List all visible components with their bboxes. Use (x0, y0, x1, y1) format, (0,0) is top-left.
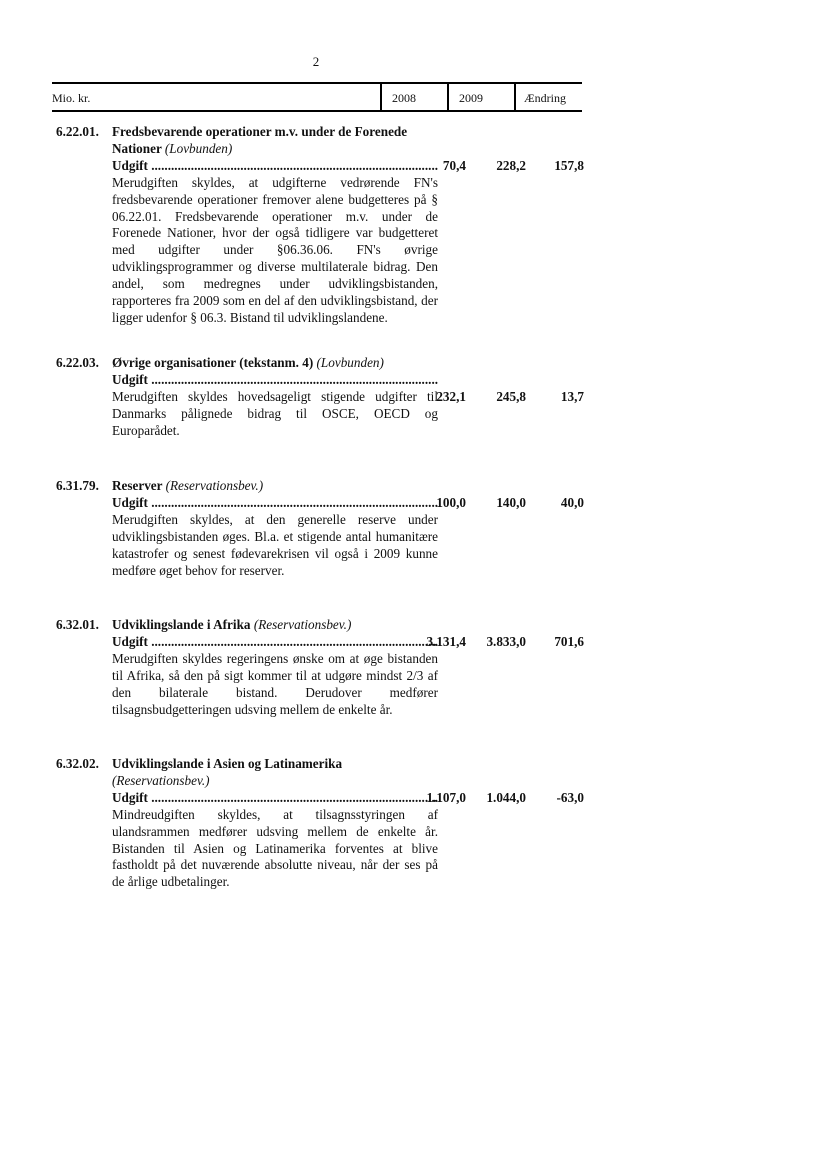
entry-title-text: Udviklingslande i Afrika (112, 617, 251, 632)
value-2009: 140,0 (496, 495, 526, 510)
value-change: -63,0 (556, 790, 584, 805)
value-2008: 70,4 (442, 158, 466, 173)
entry-title (112, 478, 438, 495)
account-code: 6.31.79. (56, 478, 99, 493)
entry-title (112, 355, 438, 372)
entry-description: Merudgiften skyldes regeringens ønske om at øge bistanden til Afrika, så den på sigt kommer til at udgøre mindst 2/3 af den bilaterale bistand. Derudover medfører tilsagnsbudgetteringen udsving mellem de enkelte år. (112, 650, 438, 717)
value-2009: 245,8 (496, 389, 526, 404)
value-change: 157,8 (554, 158, 584, 173)
entry-title-qualifier: (Reservationsbev.) (165, 478, 264, 493)
entry-title (112, 124, 438, 158)
value-2008: 3.131,4 (426, 634, 466, 649)
entry-title-text: Udviklingslande i Asien og Latinamerika (112, 756, 343, 771)
entry-title (112, 756, 438, 790)
col-change-header: Ændring (524, 91, 566, 105)
entry-title-text: Reserver (112, 478, 163, 493)
entry-title (112, 617, 438, 634)
account-code: 6.22.03. (56, 355, 99, 370)
entry-title-text: Fredsbevarende operationer m.v. under de Forenede Nationer (112, 124, 408, 156)
entry-title-qualifier: (Lovbunden) (164, 140, 233, 156)
header-top-rule (52, 82, 582, 84)
udgift-label: Udgift ..... (112, 495, 438, 512)
column-header-row (52, 85, 582, 111)
value-2009: 228,2 (496, 158, 526, 173)
unit-header: Mio. kr. (52, 91, 91, 105)
value-change: 701,6 (554, 634, 584, 649)
header-divider (447, 84, 449, 111)
header-bottom-rule (52, 110, 582, 112)
entry-title-qualifier: (Lovbunden) (316, 355, 384, 370)
account-code: 6.32.02. (56, 756, 99, 771)
entry-description: Mindreudgiften skyldes, at tilsagnsstyringen af ulandsrammen medfører udsving mellem de enkelte år. Bistanden til Asien og Latinamerika forventes at blive fastholdt på det nuværende absolutte niveau, når der ses på de årlige udbetalinger. (112, 806, 438, 890)
account-code: 6.22.01. (56, 124, 99, 139)
entry-title-text: Øvrige organisationer (tekstanm. 4) (112, 355, 314, 370)
header-divider (514, 84, 516, 111)
value-change: 13,7 (560, 389, 584, 404)
account-code: 6.32.01. (56, 617, 99, 632)
udgift-label: Udgift ..... (112, 790, 438, 807)
page-number: 2 (312, 54, 320, 69)
header-divider (380, 84, 382, 111)
col-2009-header: 2009 (459, 91, 483, 105)
value-2008: 232,1 (436, 389, 466, 404)
value-2008: 1.107,0 (426, 790, 466, 805)
entry-title-qualifier: (Reservationsbev.) (253, 617, 352, 632)
value-2009: 3.833,0 (486, 634, 526, 649)
udgift-label: Udgift ..... (112, 158, 438, 175)
udgift-label: Udgift ..... (112, 634, 438, 651)
entry-description: Merudgiften skyldes hovedsageligt stigende udgifter til Danmarks pålignede bidrag til OSCE, OECD og Europarådet. (112, 388, 438, 438)
udgift-label: Udgift ..... (112, 372, 438, 389)
value-change: 40,0 (560, 495, 584, 510)
entry-description: Merudgiften skyldes, at den generelle reserve under udviklingsbistanden øges. Bl.a. et stigende antal humanitære katastrofer og senest fødevarekrisen vil også i 2009 kunne medføre øget behov for reserver. (112, 511, 438, 578)
col-2008-header: 2008 (392, 91, 416, 105)
value-2009: 1.044,0 (486, 790, 526, 805)
value-2008: 100,0 (436, 495, 466, 510)
entry-description: Merudgiften skyldes, at udgifterne vedrørende FN's fredsbevarende operationer fremover alene budgetteres på § 06.22.01. Fredsbevarende operationer m.v. under de Forenede Nationer, hvor der også tidligere var budgetteret med udgifter under §06.36.06. FN's øvrige udviklingsprogrammer og diverse multilaterale bidrag. Den andel, som medregnes under udviklingsbistanden, rapporteres fra 2009 som en del af den udviklingsbistand, der ligger udenfor § 06.3. Bistand til udviklingslandene. (112, 174, 438, 325)
entry-title-qualifier: (Reservationsbev.) (112, 772, 210, 788)
